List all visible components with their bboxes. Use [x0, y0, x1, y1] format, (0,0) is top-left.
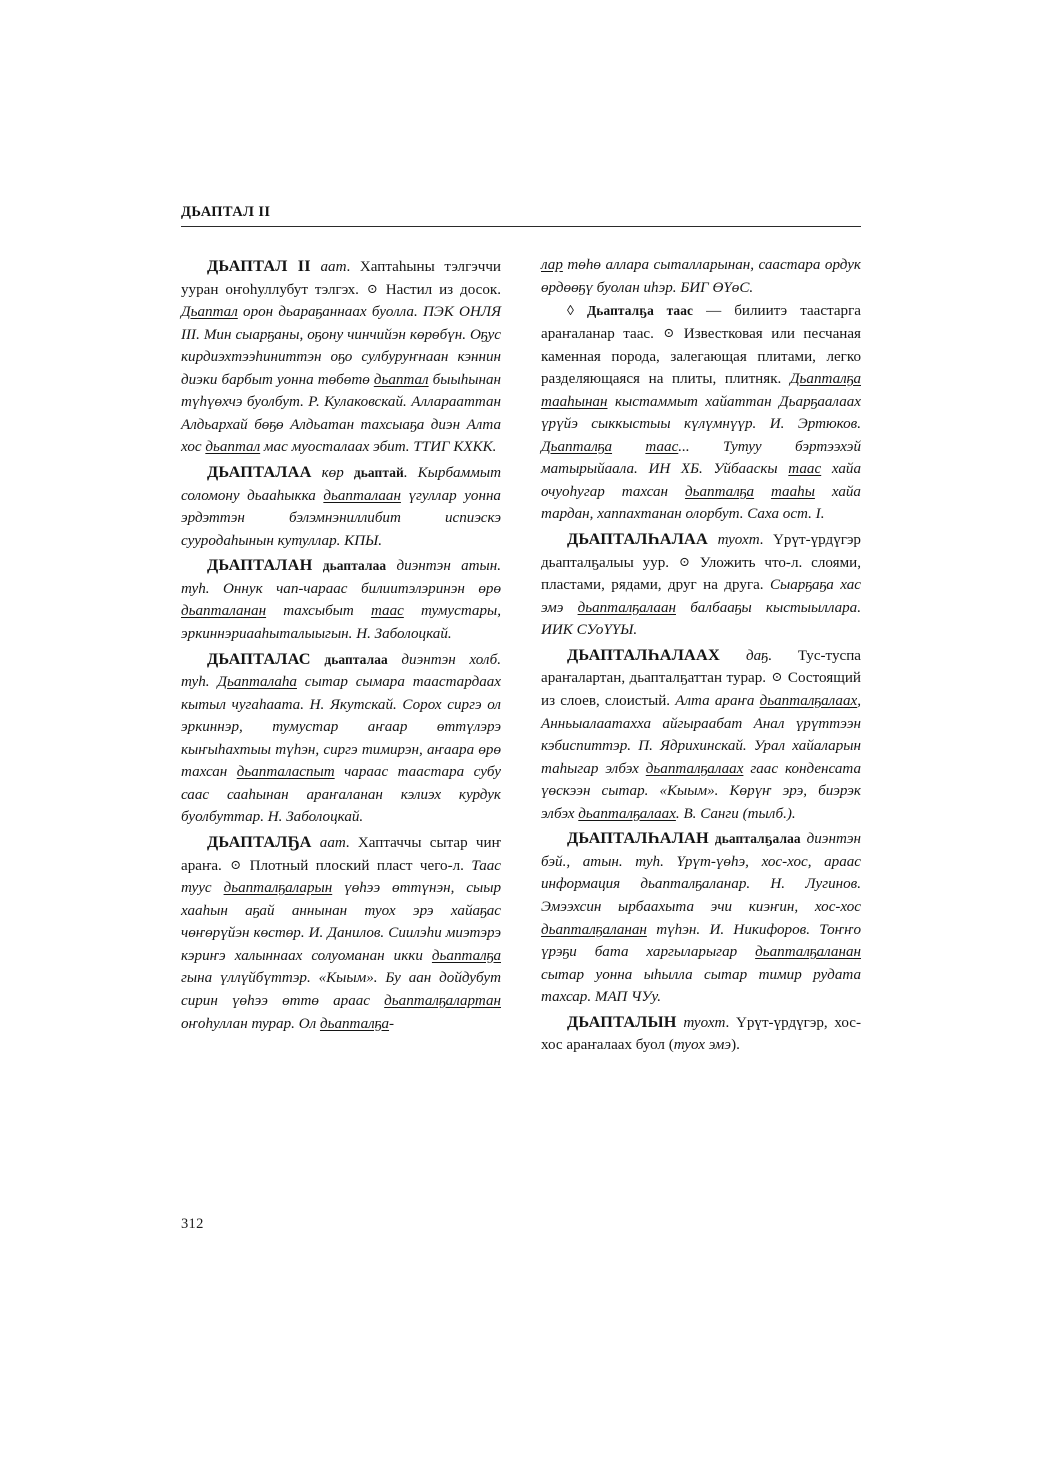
grammar-abbr: даҕ	[746, 647, 768, 664]
cited-word: дьапталҕаланан	[541, 921, 647, 938]
cross-reference-word: дьаптай	[353, 465, 404, 480]
headword: ДЬАПТАЛҺАЛАА	[567, 529, 708, 549]
text-columns	[181, 254, 861, 1058]
cited-word: таас	[645, 438, 679, 455]
grammar-abbr: аат	[320, 258, 347, 275]
cited-word: Дьапталҕа	[541, 438, 613, 455]
lozenge-icon: ◊	[567, 304, 574, 320]
cited-word: дьапталҕа	[319, 1015, 390, 1032]
dictionary-entry	[541, 527, 861, 642]
grammar-abbr: туохт	[683, 1014, 726, 1031]
grammar-abbr: диэнтэн бэй., атын. туһ	[541, 831, 861, 870]
continuation-text: лар төһө аллара сыталларынан, саастара ордук өрдөөҕү буолан иһэр. БИГ ӨҮөС.	[541, 256, 861, 296]
gloss-marker-icon: ⊙	[663, 324, 675, 340]
entry-continuation	[541, 254, 861, 299]
headword: ДЬАПТАЛАА	[207, 462, 312, 481]
cited-word: дьапталаан	[323, 487, 401, 504]
grammar-abbr: диэнтэн атын. туһ	[181, 558, 501, 597]
grammar-abbr: аат	[319, 835, 346, 851]
dictionary-entry	[541, 826, 861, 1009]
column-right	[541, 254, 861, 1058]
dictionary-entry	[541, 1010, 861, 1057]
definition-tail-end: ).	[731, 1037, 740, 1054]
cited-word: дьапталҕа	[684, 483, 755, 500]
dictionary-entry	[181, 647, 501, 830]
cited-word: лар	[541, 256, 563, 273]
cited-word: дьапталаспыт	[236, 764, 335, 781]
definition-sakha: . Үрүт-үрдүгэр дьапталҕалыы уур.	[541, 532, 861, 571]
cited-word: таас	[370, 603, 404, 620]
cited-word: Дьапталҕа	[789, 371, 861, 388]
cited-word: дьапталҕа	[431, 947, 501, 964]
definition-tail-italic: туох эмэ	[673, 1037, 732, 1054]
cited-word: дьапталҕаларын	[223, 880, 333, 897]
headword: ДЬАПТАЛАН	[207, 555, 313, 575]
cited-word: дьапталҕалаах	[645, 760, 744, 777]
dictionary-entry	[181, 460, 501, 552]
dictionary-entry	[181, 553, 501, 645]
running-head: ДЬАПТАЛ II	[181, 204, 271, 220]
example-citations: Сыарҕаҕа хас эмэ дьапталҕалаан балбааҕы кыстыыллара. ИИК СУоҮҮЫ.	[541, 577, 861, 639]
cited-word: таас	[788, 461, 822, 478]
header-rule	[181, 226, 861, 227]
example-citations: Алта араҥа дьапталҕалаах, Анньыалаатахха айгыраабат Анал үрүттээн кэбиспиттэр. П. Ядрихинскай. Урал хайаларын таһыгар элбэх дьапталҕалаах гаас конденсата үөскээн сытар. «Кыым». Көрүҥ эрэ, биэрэк элбэх дьапталҕалаах. В. Санги (тылб.).	[541, 692, 862, 822]
cross-reference-word: дьапталҕалаа	[714, 831, 801, 847]
page-number: 312	[181, 1216, 204, 1232]
phrase-headword: Дьапталҕа таас	[586, 303, 694, 319]
cited-word: дьапталҕаланан	[755, 944, 861, 961]
dictionary-entry	[181, 830, 501, 1035]
definition-sakha: . Үрүт-үрдүгэр, хос-хос араҥалаах буол (	[541, 1014, 862, 1054]
gloss-russian: Плотный плоский пласт чего-л.	[249, 857, 472, 874]
definition-sakha: . Оннук чап-чараас билиитэлэринэн өрө дьапталанан тахсыбыт таас тумустары, эркиннэриааһыталыыгын. Н. Заболоцкай.	[181, 580, 502, 642]
page-body	[181, 205, 861, 1057]
cross-reference-word: дьапталаа	[322, 558, 387, 574]
example-citations: . Кырбаммыт соломону дьааһыкка дьапталаан үгуллар уонна эрдэттэн бэлэмнэниллибит испиэскэ сууродаһынын кутуллар. КПЫ.	[181, 465, 501, 549]
definition-sakha: . Хаптаччы сытар чиҥ араҥа.	[181, 835, 501, 874]
headword: ДЬАПТАЛҺАЛААХ	[567, 644, 720, 664]
headword: ДЬАПТАЛАС	[207, 648, 311, 668]
definition-sakha: . Тус-туспа араҥалартан, дьапталҕаттан турар.	[541, 647, 861, 687]
cited-word: дьапталҕалартан	[384, 992, 501, 1009]
cited-word: Дьаптал	[181, 304, 238, 321]
cited-word: дьаптал	[205, 439, 261, 456]
gloss-russian: Состоящий из слоев, слоистый.	[541, 670, 861, 709]
gloss-marker-icon: ⊙	[366, 280, 378, 296]
cited-word: дьаптал	[373, 371, 429, 388]
cited-word: Дьапталаһа	[217, 674, 297, 691]
cited-word: тааһы	[770, 483, 815, 500]
grammar-abbr: туохт	[717, 532, 760, 549]
cross-reference-word: дьапталаа	[324, 651, 388, 667]
em-dash: —	[706, 303, 722, 320]
dictionary-entry	[541, 643, 861, 826]
gloss-russian: Известковая или песчаная каменная порода, залегающая плитами, легко разделяющаяся на плиты, плитняк.	[541, 325, 861, 388]
example-citations: Дьаптал орон дьараҕаннаах буолла. ПЭК ОНЛЯ III. Мин сыарҕаны, оҕону чинчийэн көрөбүн. Оҕус кирдиэхтээһиниттэн оҕо сулбуруҥнаан кэннин диэки барбыт уонна төбөтө дьаптал быыһынан түһүөхчэ буолбут. Р. Кулаковскай. Алларааттан Алдьархай бөҕө Алдьатан тахсыаҕа диэн Алта хос дьаптал мас муосталаах эбит. ТТИГ КХКК.	[181, 304, 501, 456]
headword: ДЬАПТАЛҔА	[207, 832, 312, 851]
column-left	[181, 254, 501, 1036]
cited-word: тааһынан	[541, 393, 608, 410]
gloss-russian: Уложить что-л. слоями, пластами, рядами, друг на друга.	[541, 554, 862, 594]
headword: ДЬАПТАЛЫН	[567, 1011, 677, 1031]
cited-word: дьапталанан	[181, 603, 267, 620]
definition-sakha: билиитэ таастарга араҥаланар таас.	[541, 303, 861, 342]
grammar-abbr: диэнтэн холб. туһ	[181, 651, 501, 691]
cited-word: дьапталҕалаан	[577, 599, 676, 616]
phrase-subentry	[541, 300, 861, 526]
example-citations: Таас туус дьапталҕаларын үөһээ өттүнэн, сыыр хааһын аҕай аннынан туох эрэ хайаҕас чөҥөрүйэн көстөр. И. Данилов. Сиилэһи миэтэрэ кэриҥэ халыннаах солуоманан икки дьапталҕа гына үллүйбүттэр. «Кыым». Бу аан дойдубут сирин үөһээ өттө араас дьапталҕалартан оҥоһуллан турар. Ол дьапталҕа-	[181, 857, 501, 1032]
see-also-label: көр	[321, 465, 344, 481]
definition-sakha: . Үрүт-үөһэ, хос-хос, араас информация дьапталҕаланар. Н. Лугинов. Эмээхсин ырбаахыта эчи киэҥин, хос-хос дьапталҕаланан түһэн. И. Никифоров. Тоҥҥо үрэҕи бата харгыларыгар дьапталҕаланан сытар уонна ыһылла сытар тимир рудата тахсар. МАП ЧУу.	[541, 853, 862, 1006]
gloss-marker-icon: ⊙	[230, 856, 242, 872]
example-citations: Дьапталҕа тааһынан кыстаммыт хайаттан Дьарҕаалаах үрүйэ сыккыстыы күлүмнүүр. И. Эртюков. Дьапталҕа таас... Тутуу бэртээхэй матырыйаала. ИН ХБ. Уйбааскы таас хайа очуоһугар тахсан дьапталҕа тааһы хайа тардан, хаппахтанан олорбут. Саха ост. I.	[541, 371, 861, 523]
gloss-russian: Настил из досок.	[385, 281, 502, 298]
cited-word: дьапталҕалаах	[759, 692, 858, 709]
cited-word: дьапталҕалаах	[578, 805, 676, 822]
gloss-marker-icon: ⊙	[678, 553, 690, 569]
headword: ДЬАПТАЛ II	[207, 255, 311, 275]
definition-sakha: . Хаптаһыны тэлгэччи ууран оҥоһуллубут тэлгэх.	[181, 258, 502, 298]
gloss-marker-icon: ⊙	[771, 669, 783, 685]
headword: ДЬАПТАЛҺАЛАН	[567, 828, 709, 848]
dictionary-entry	[181, 254, 501, 459]
example-citations: . Дьапталаһа сытар сымара таастардаах кытыл чугаһаата. Н. Якутскай. Сорох сиргэ ол эркиннэр, тумустар аҥаар өттүлэрэ кыҥыһахтыы түһэн, сиргэ тимирэн, аҥаара өрө тахсан дьапталаспыт чараас таастара субу саас сааһынан араҥаланан кэлиэх курдук буолбуттар. Н. Заболоцкай.	[181, 674, 502, 826]
